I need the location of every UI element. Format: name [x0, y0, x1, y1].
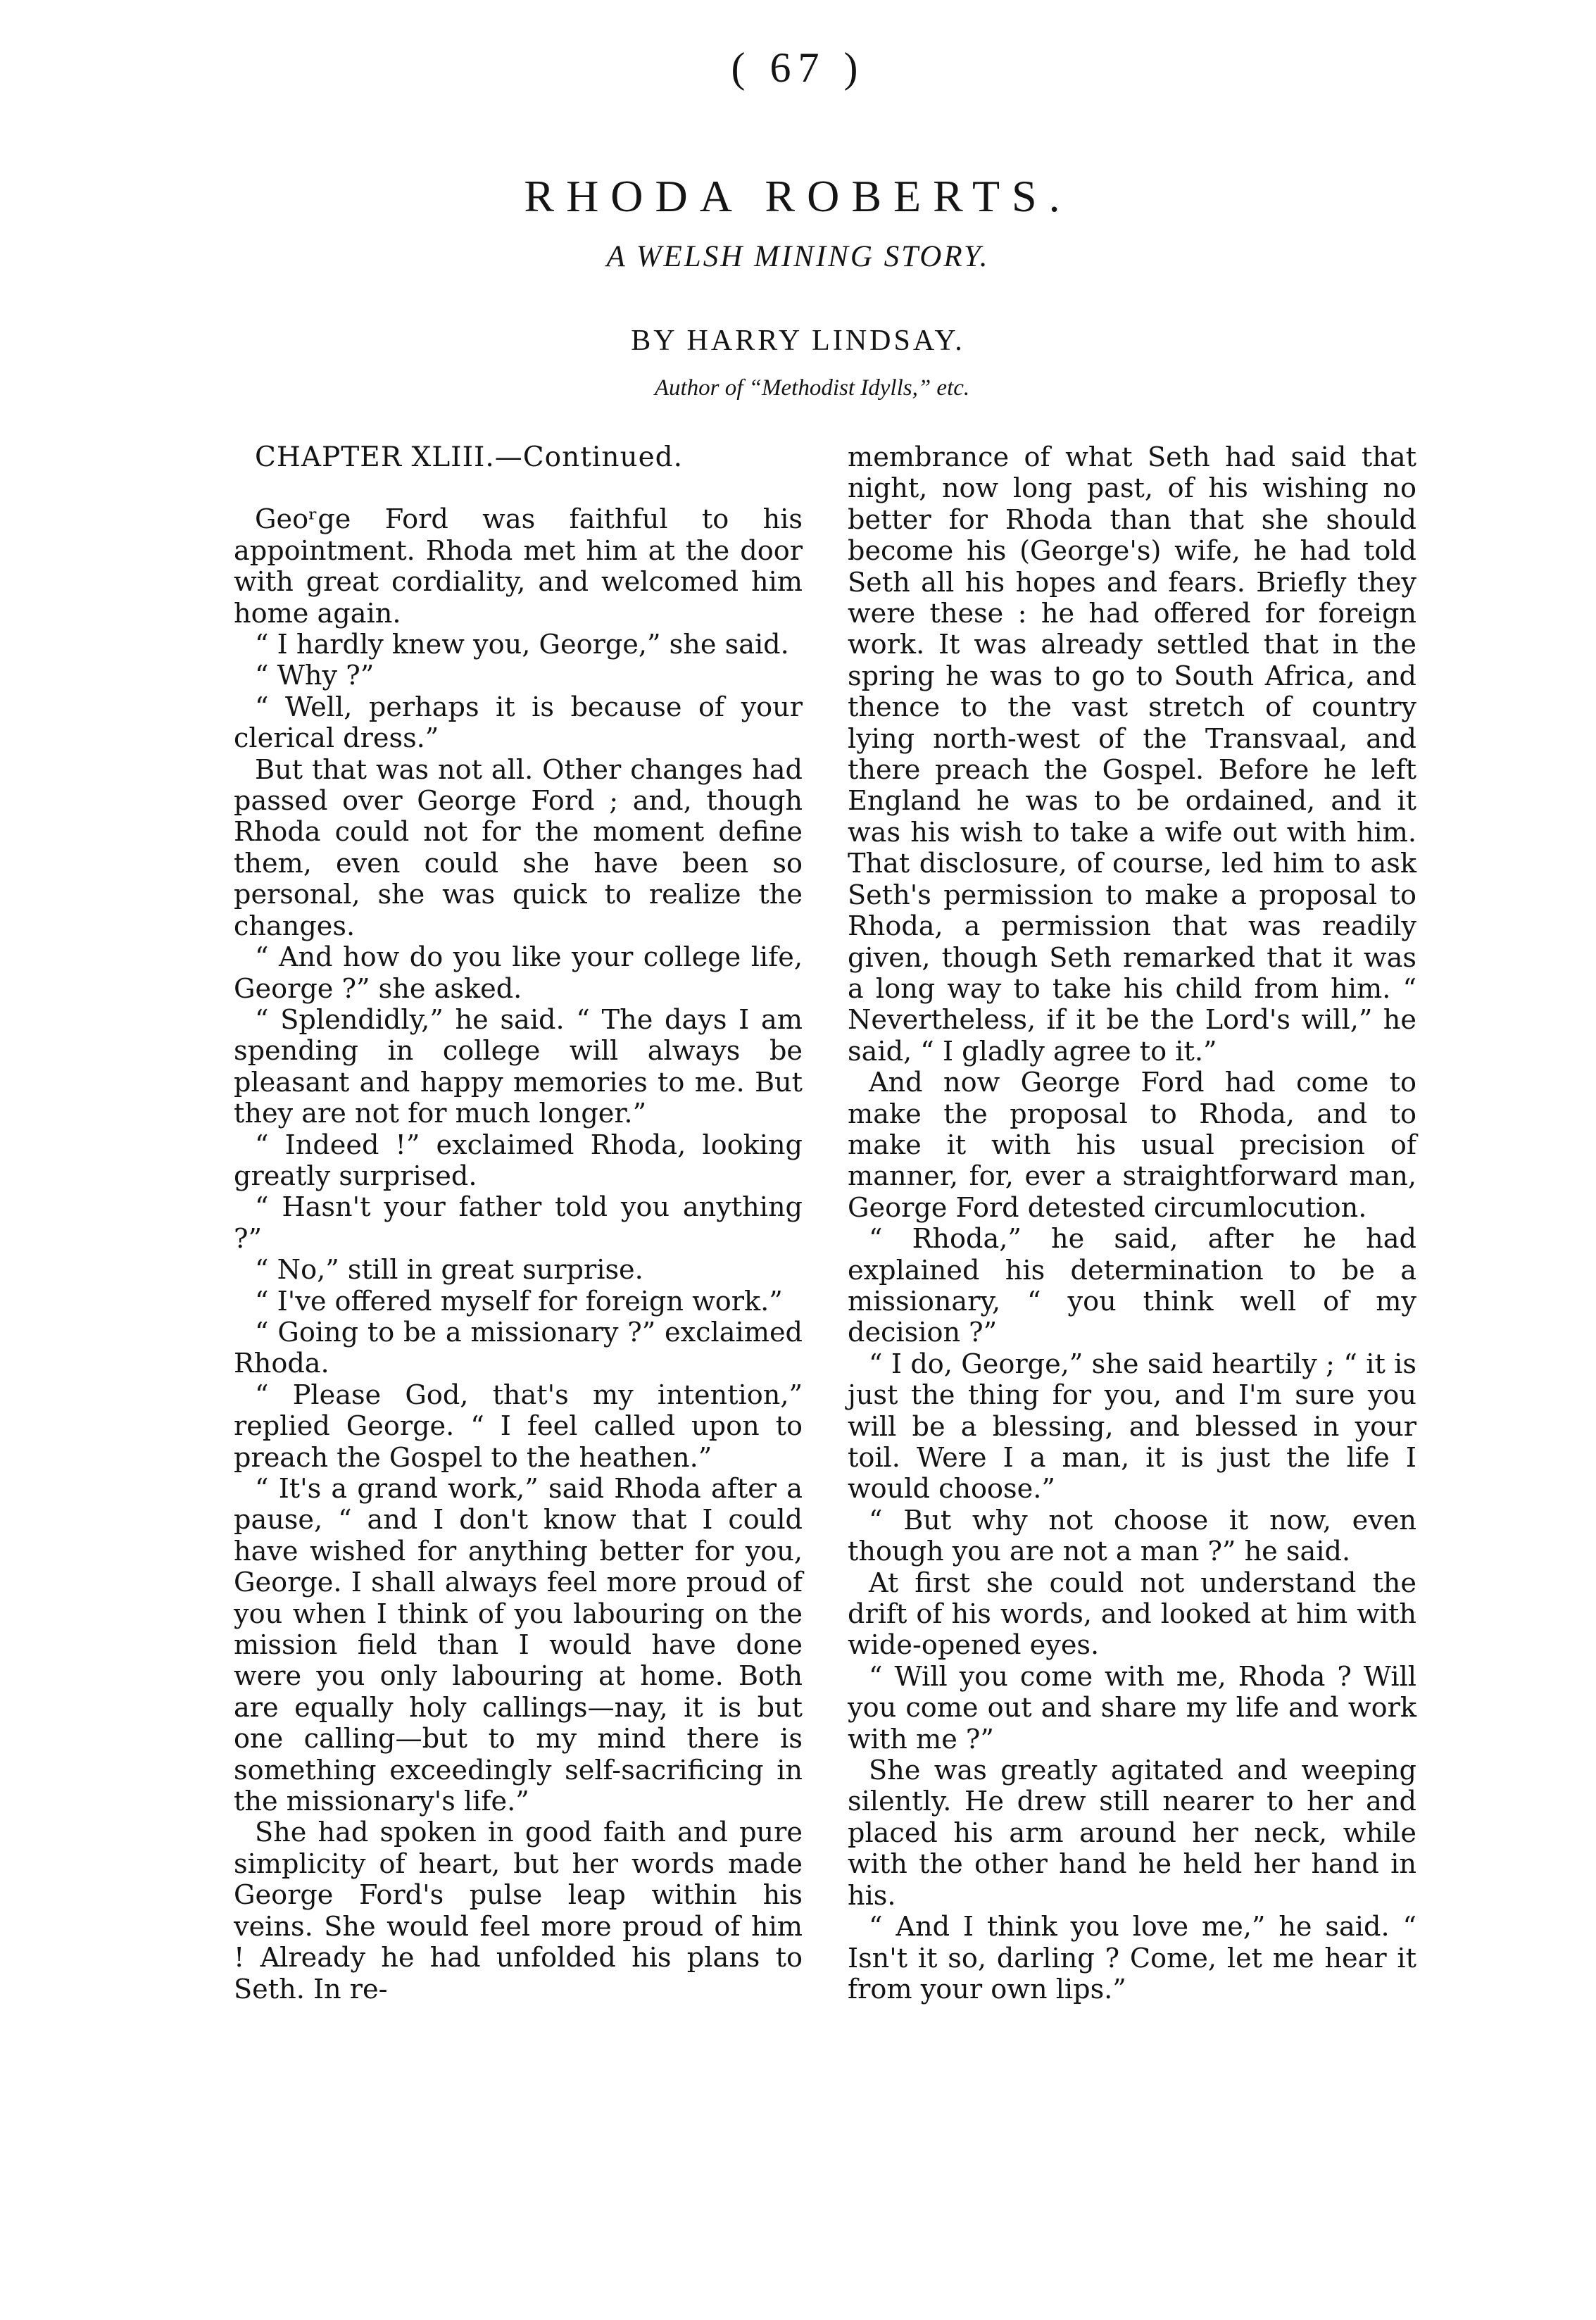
page-number: ( 67 ): [731, 44, 865, 91]
paragraph: “ Going to be a missionary ?” exclaimed Rhoda.: [234, 1317, 803, 1380]
paragraph: “ Will you come with me, Rhoda ? Will you come out and share my life and work with me ?”: [848, 1661, 1416, 1755]
paragraph: Geoʳge Ford was faithful to his appointment. Rhoda met him at the door with great cordiality, and welcomed him home again.: [234, 504, 803, 629]
paragraph: “ Splendidly,” he said. “ The days I am spending in college will always be pleasant and happy memories to me. But they are not for much longer.”: [234, 1004, 803, 1130]
paragraph: “ And how do you like your college life, George ?” she asked.: [234, 942, 803, 1005]
author-note: Author of “Methodist Idylls,” etc.: [654, 375, 970, 401]
paragraph: “ Rhoda,” he said, after he had explained his determination to be a missionary, “ you think well of my decision ?”: [848, 1224, 1416, 1349]
story-subtitle: A WELSH MINING STORY.: [606, 240, 990, 273]
paragraph: She was greatly agitated and weeping silently. He drew still nearer to her and placed his arm around her neck, while with the other hand he held her hand in his.: [848, 1755, 1416, 1912]
chapter-heading: CHAPTER XLIII.—Continued.: [255, 441, 684, 473]
continued-paragraph: membrance of what Seth had said that night, now long past, of his wishing no better for Rhoda than that she should become his (George's) wife, he had told Seth all his hopes and fears. Briefly they were these : he had offered for foreign work. It was already settled that in the spring he was to go to South Africa, and thence to the vast stretch of country lying north-west of the Transvaal, and there preach the Gospel. Before he left England he was to be ordained, and it was his wish to take a wife out with him. That disclosure, of course, led him to ask Seth's permission to make a proposal to Rhoda, a permission that was readily given, though Seth remarked that it was a long way to take his child from him. “ Nevertheless, if it be the Lord's will,” he said, “ I gladly agree to it.”: [848, 442, 1416, 1067]
paragraph: And now George Ford had come to make the proposal to Rhoda, and to make it with his usual precision of manner, for, ever a straightforward man, George Ford detested circumlocution.: [848, 1067, 1416, 1224]
paragraph: “ I hardly knew you, George,” she said.: [255, 629, 789, 661]
paragraph: “ No,” still in great surprise.: [255, 1255, 643, 1286]
paragraph: But that was not all. Other changes had passed over George Ford ; and, though Rhoda could not for the moment define them, even could she have been so personal, she was quick to realize the changes.: [234, 754, 803, 942]
paragraph: “ Why ?”: [255, 660, 375, 692]
paragraph: “ Indeed !” exclaimed Rhoda, looking greatly surprised.: [234, 1129, 803, 1192]
paragraph: At first she could not understand the drift of his words, and looked at him with wide-opened eyes.: [848, 1567, 1416, 1662]
paragraph: “ Please God, that's my intention,” replied George. “ I feel called upon to preach the Gospel to the heathen.”: [234, 1379, 803, 1474]
paragraph: “ But why not choose it now, even though you are not a man ?” he said.: [848, 1505, 1416, 1568]
right-column: [848, 442, 1416, 2005]
byline: BY HARRY LINDSAY.: [631, 325, 965, 357]
paragraph: “ Hasn't your father told you anything ?”: [234, 1192, 803, 1255]
paragraph: She had spoken in good faith and pure simplicity of heart, but her words made George Ford's pulse leap within his veins. She would feel more proud of him ! Already he had unfolded his plans to Seth. In re-: [234, 1817, 803, 2005]
left-column: [234, 442, 803, 2005]
paragraph: “ It's a grand work,” said Rhoda after a pause, “ and I don't know that I could have wished for anything better for you, George. I shall always feel more proud of you when I think of you labouring on the mission field than I would have done were you only labouring at home. Both are equally holy callings—nay, it is but one calling—but to my mind there is something exceedingly self-sacrificing in the missionary's life.”: [234, 1474, 803, 1818]
paragraph: “ I do, George,” she said heartily ; “ it is just the thing for you, and I'm sure you will be a blessing, and blessed in your toil. Were I a man, it is just the life I would choose.”: [848, 1348, 1416, 1505]
paragraph: “ And I think you love me,” he said. “ Isn't it so, darling ? Come, let me hear it from your own lips.”: [848, 1912, 1416, 2005]
paragraph: “ I've offered myself for foreign work.”: [255, 1286, 783, 1317]
paragraph: “ Well, perhaps it is because of your clerical dress.”: [234, 691, 803, 755]
story-title: RHODA ROBERTS.: [524, 171, 1072, 221]
